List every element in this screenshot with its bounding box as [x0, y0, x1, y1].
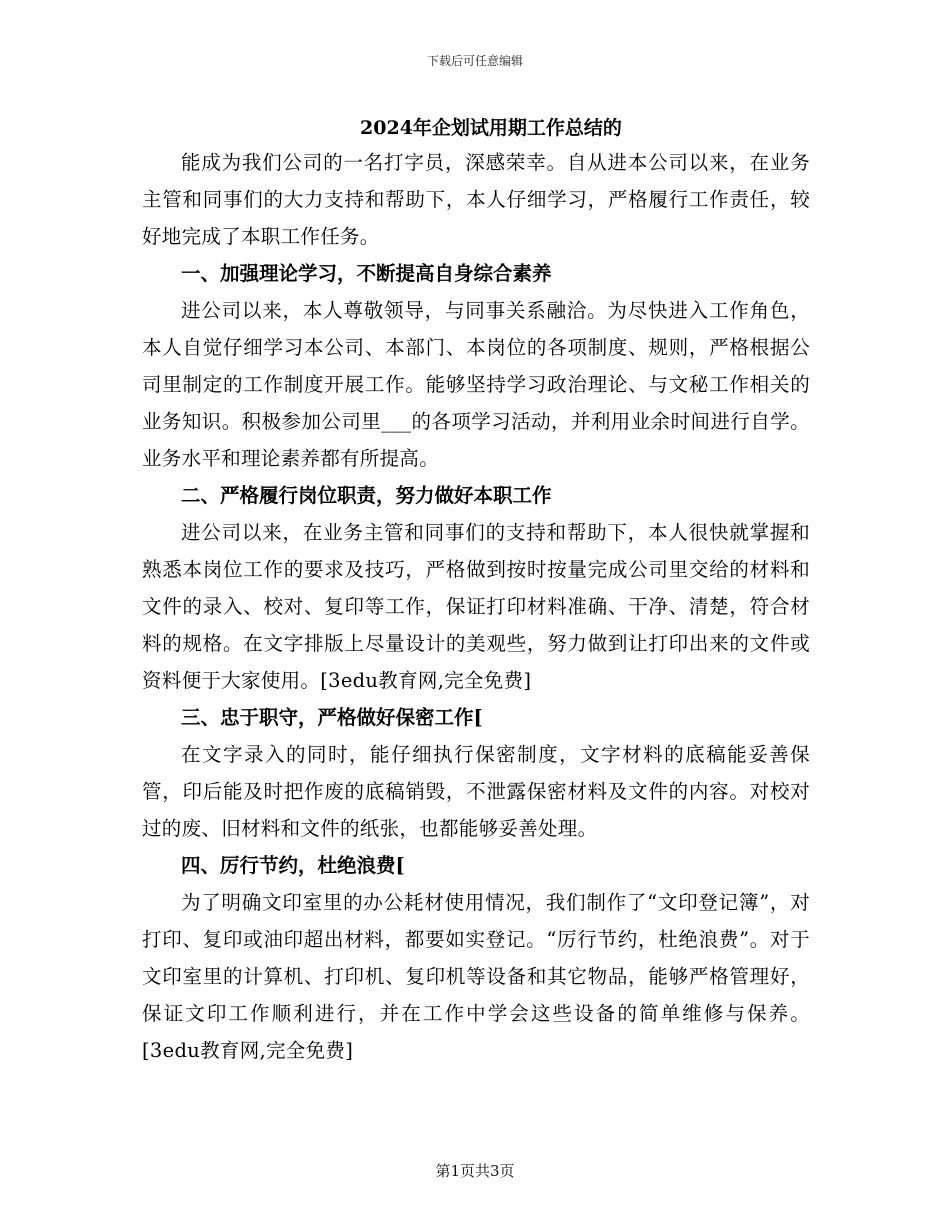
section-heading-2: 二、严格履行岗位职责，努力做好本职工作: [181, 484, 552, 507]
section-heading-4: 四、厉行节约，杜绝浪费[: [181, 854, 405, 877]
section-heading-1: 一、加强理论学习，不断提高自身综合素养: [181, 262, 552, 285]
section-body-3: 在文字录入的同时，能仔细执行保密制度，文字材料的底稿能妥善保管，印后能及时把作废的底稿销毁，不泄露保密材料及文件的内容。对校对过的废、旧材料和文件的纸张，也都能够妥善处理。: [142, 743, 810, 840]
page-header-note: 下载后可任意编辑: [426, 54, 523, 68]
section-heading-3: 三、忠于职守，严格做好保密工作[: [181, 706, 483, 729]
page-number: 第1页共3页: [435, 1162, 515, 1180]
document-title: 2024年企划试用期工作总结的: [360, 117, 622, 139]
section-body-1: 进公司以来，本人尊敬领导，与同事关系融洽。为尽快进入工作角色，本人自觉仔细学习本公司、本部门、本岗位的各项制度、规则，严格根据公司里制定的工作制度开展工作。能够坚持学习政治理论、与文秘工作相关的业务知识。积极参加公司里___的各项学习活动，并利用业余时间进行自学。业务水平和理论素养都有所提高。: [142, 299, 810, 470]
intro-paragraph: 能成为我们公司的一名打字员，深感荣幸。自从进本公司以来，在业务主管和同事们的大力支持和帮助下，本人仔细学习，严格履行工作责任，较好地完成了本职工作任务。: [142, 151, 810, 248]
section-body-4: 为了明确文印室里的办公耗材使用情况，我们制作了“文印登记簿”，对打印、复印或油印超出材料，都要如实登记。“厉行节约，杜绝浪费”。对于文印室里的计算机、打印机、复印机等设备和其它物品，能够严格管理好，保证文印工作顺利进行，并在工作中学会这些设备的简单维修与保养。[3edu教育网,完全免费]: [142, 891, 810, 1062]
document-body: [142, 112, 810, 1069]
section-body-2: 进公司以来，在业务主管和同事们的支持和帮助下，本人很快就掌握和熟悉本岗位工作的要求及技巧，严格做到按时按量完成公司里交给的材料和文件的录入、校对、复印等工作，保证打印材料准确、干净、清楚，符合材料的规格。在文字排版上尽量设计的美观些，努力做到让打印出来的文件或资料便于大家使用。[3edu教育网,完全免费]: [142, 521, 810, 692]
